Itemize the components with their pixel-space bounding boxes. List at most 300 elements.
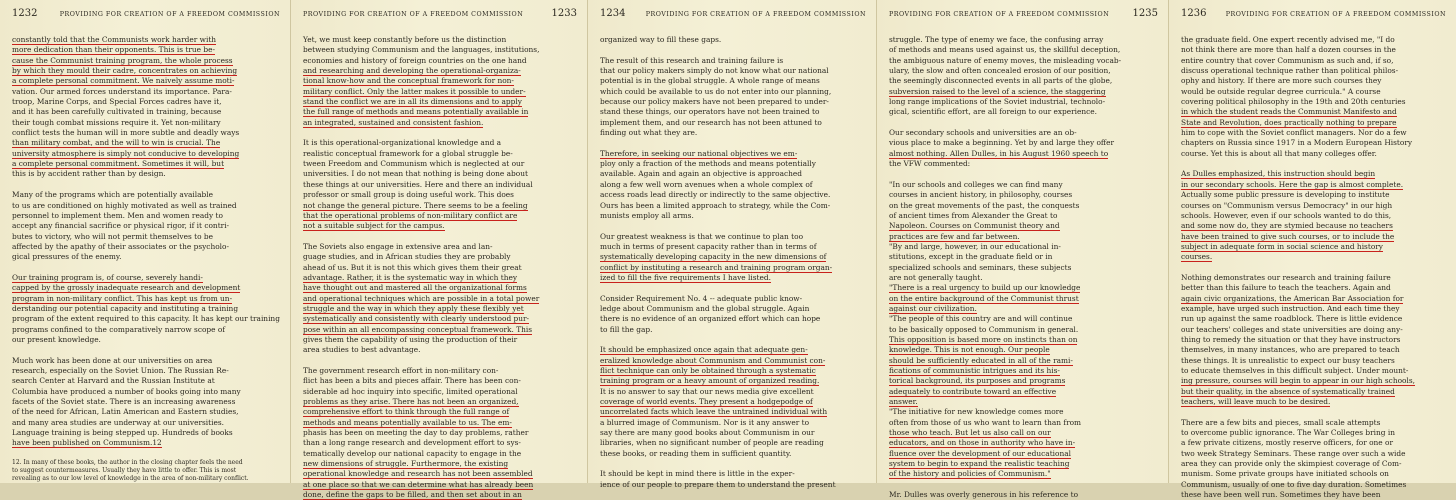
line-text: him to cope with the Soviet conflict managers. Nor do a few: [1181, 128, 1407, 138]
text-line: [889, 201, 1158, 211]
line-text: guage studies, and in African studies they are probably: [303, 252, 511, 262]
line-text: which could be available to us do not enter into our planning,: [600, 86, 832, 96]
line-text: Language training is being stepped up. Hundreds of books: [12, 428, 233, 438]
line-text: Our greatest weakness is that we continue to plan too: [600, 231, 804, 241]
line-text: Much work has been done at our universities on area: [12, 355, 213, 365]
text-line: [889, 418, 1158, 428]
text-line: [600, 169, 866, 179]
text-line: [303, 66, 577, 76]
text-line: [12, 314, 280, 324]
line-text: long range implications of the Soviet industrial, technolo-: [889, 97, 1106, 107]
line-text: area studies to best advantage.: [303, 345, 421, 355]
line-text: not change the general picture. There seems to be a feeling: [303, 200, 528, 210]
text-line: [600, 180, 866, 190]
line-text: Mr. Dulles was overly generous in his reference to: [889, 490, 1079, 500]
line-text: stand the conflict we are in all its dimensions and to apply: [303, 97, 522, 107]
line-text: ing pressure, courses will begin to appear in our high schools,: [1181, 376, 1415, 386]
line-text: say there are many good books about Communism in our: [600, 428, 815, 438]
line-text: system to begin to expand the realistic teaching: [889, 459, 1070, 469]
line-text: themselves, in many instances, who are prepared to teach: [1181, 345, 1400, 355]
running-title: PROVIDING FOR CREATION OF A FREEDOM COMMISSION: [889, 11, 1110, 18]
text-line: [1181, 66, 1446, 76]
line-text: systematically developing capacity in the new dimensions of: [600, 252, 827, 262]
page-number: 1236: [1181, 8, 1207, 19]
line-text: uncorrelated facts which leave the untrained individual with: [600, 407, 828, 417]
text-line: [12, 294, 280, 304]
text-line: [889, 138, 1158, 148]
text-line: [1181, 469, 1446, 479]
text-line: [12, 356, 280, 366]
line-text: course. Yet this is about all that many colleges offer.: [1181, 148, 1377, 158]
text-line: [600, 149, 866, 159]
text-line: [889, 366, 1158, 376]
text-line: [303, 201, 577, 211]
line-text: implement them, and our research has not been attuned to: [600, 117, 822, 127]
text-line: [1181, 304, 1446, 314]
document-page-1235: [877, 0, 1169, 500]
line-text: State and Revolution, does practically nothing to prepare: [1181, 117, 1397, 127]
text-line: [303, 387, 577, 397]
line-text: advantage. Rather, it is the systematic way in which they: [303, 272, 518, 282]
text-line: [1181, 56, 1446, 66]
text-line: [303, 428, 577, 438]
line-text: area they can provide only the skimpiest coverage of Com-: [1181, 459, 1402, 469]
line-text: answer.: [889, 397, 918, 407]
line-text: programs confined to the comparatively narrow scope of: [12, 324, 226, 334]
text-line: [12, 138, 280, 148]
line-text: our present knowledge.: [12, 334, 101, 344]
line-text: Actually some public pressure is developing to institute: [1181, 190, 1390, 200]
line-text: Ours has been a limited approach to strategy, while the Com-: [600, 200, 831, 210]
line-text: schools. However, even if our schools wanted to do this,: [1181, 210, 1392, 220]
line-text: training program or a heavy amount of organized reading.: [600, 376, 820, 386]
footnote-line: 12. In many of these books, the author in the closing chapter feels the need: [12, 459, 243, 467]
line-text: two week Strategy Seminars. These range over such a wide: [1181, 448, 1406, 458]
line-text: those who teach. But let us also call on our: [889, 428, 1051, 438]
line-text: on the great movements of the past, the conquests: [889, 200, 1080, 210]
text-line: [1181, 87, 1446, 97]
line-text: conflict tests the human will in more subtle and deadly ways: [12, 128, 240, 138]
line-text: and operational techniques which are possible in a total power: [303, 293, 540, 303]
text-line: [1181, 480, 1446, 490]
line-text: flict has been a bits and pieces affair. There has been con-: [303, 376, 521, 386]
line-text: and some now do, they are stymied because no teachers: [1181, 221, 1393, 231]
text-line: [889, 149, 1158, 159]
line-text: It is no answer to say that our news media give excellent: [600, 386, 814, 396]
text-line: [303, 180, 577, 190]
line-text: a complete personal commitment. We naively assume moti-: [12, 76, 235, 86]
text-line: [600, 407, 866, 417]
text-line: [600, 376, 866, 386]
text-line: [600, 252, 866, 262]
line-text: ophy and history. If there are more such courses they: [1181, 76, 1382, 86]
line-text: vation. Our armed forces understand its importance. Para-: [12, 86, 232, 96]
text-line: [889, 159, 1158, 169]
line-text: have been published on Communism.12: [12, 438, 162, 448]
line-text: these things at our universities. Here and there an individual: [303, 179, 533, 189]
text-line: [889, 87, 1158, 97]
text-line: [889, 252, 1158, 262]
text-line: [889, 169, 1158, 179]
text-line: [889, 459, 1158, 469]
line-text: to us are conditioned on highly motivated as well as trained: [12, 200, 237, 210]
text-line: [1181, 97, 1446, 107]
line-text: economies and history of foreign countries on the one hand: [303, 55, 527, 65]
text-line: [889, 107, 1158, 117]
document-page-1236: [1169, 0, 1456, 500]
text-line: [303, 87, 577, 97]
line-text: vious place to make a beginning. Yet by and large they offer: [889, 138, 1115, 148]
line-text: specialized schools and seminars, these subjects: [889, 262, 1072, 272]
line-text: phasis has been on meeting the day to day problems, rather: [303, 428, 529, 438]
text-line: [12, 428, 280, 438]
text-line: [889, 294, 1158, 304]
text-line: [303, 469, 577, 479]
line-text: ploy only a fraction of the methods and means potentially: [600, 159, 816, 169]
text-line: [600, 242, 866, 252]
text-line: [889, 232, 1158, 242]
text-line: [889, 118, 1158, 128]
line-text: "The people of this country are and will continue: [889, 314, 1073, 324]
text-line: [1181, 366, 1446, 376]
text-line: [889, 76, 1158, 86]
text-line: [12, 169, 280, 179]
line-text: conflict by instituting a research and training program organ-: [600, 262, 833, 272]
line-text: Our secondary schools and universities are an ob-: [889, 128, 1077, 138]
text-line: [303, 304, 577, 314]
text-line: [12, 56, 280, 66]
text-line: [12, 66, 280, 76]
text-line: [1181, 397, 1446, 407]
line-text: their tough combat missions require it. Yet non-military: [12, 117, 221, 127]
text-line: [1181, 232, 1446, 242]
line-text: a complete personal commitment. Sometimes it will, but: [12, 159, 225, 169]
text-line: [600, 263, 866, 273]
text-line: [303, 118, 577, 128]
text-line: [600, 459, 866, 469]
document-page-1232: [0, 0, 291, 483]
line-text: libraries, when no significant number of people are reading: [600, 438, 824, 448]
text-line: [889, 66, 1158, 76]
line-text: The government research effort in non-military con-: [303, 366, 499, 375]
running-title: PROVIDING FOR CREATION OF A FREEDOM COMMISSION: [59, 11, 280, 18]
line-text: affected by the apathy of their associates or the psycholo-: [12, 241, 229, 251]
text-line: [12, 35, 280, 45]
line-text: are not generally taught.: [889, 272, 983, 282]
text-line: [12, 376, 280, 386]
text-line: [12, 211, 280, 221]
line-text: troop, Marine Corps, and Special Forces cadres have it,: [12, 97, 222, 107]
text-line: [12, 128, 280, 138]
text-line: [303, 169, 577, 179]
text-line: [12, 335, 280, 345]
page-body-text: [12, 35, 280, 484]
line-text: against our civilization.: [889, 303, 977, 313]
text-line: [1181, 325, 1446, 335]
text-line: [1181, 345, 1446, 355]
text-line: [600, 118, 866, 128]
page-body-text: [303, 35, 577, 500]
text-line: [303, 314, 577, 324]
line-text: of the history and policies of Communism.": [889, 469, 1051, 479]
text-line: [1181, 428, 1446, 438]
running-title: PROVIDING FOR CREATION OF A FREEDOM COMMISSION: [1225, 11, 1446, 18]
text-line: [889, 263, 1158, 273]
text-line: [303, 252, 577, 262]
line-text: It should be emphasized once again that adequate gen-: [600, 345, 808, 355]
text-line: [889, 387, 1158, 397]
text-line: [1181, 169, 1446, 179]
text-line: [600, 356, 866, 366]
text-line: [303, 45, 577, 55]
line-text: accept any financial sacrifice or physical rigor, if it contri-: [12, 221, 230, 231]
text-line: [600, 449, 866, 459]
text-line: [1181, 242, 1446, 252]
text-line: [889, 45, 1158, 55]
text-line: [303, 438, 577, 448]
text-line: [600, 128, 866, 138]
text-line: [12, 76, 280, 86]
text-line: [303, 480, 577, 490]
text-line: [12, 45, 280, 55]
line-text: subversion raised to the level of a science, the staggering: [889, 86, 1106, 96]
text-line: [600, 221, 866, 231]
line-text: courses.: [1181, 252, 1213, 262]
line-text: siderable ad hoc inquiry into specific, limited operational: [303, 386, 518, 396]
line-text: universities. I do not mean that nothing is being done about: [303, 169, 528, 179]
text-line: [889, 407, 1158, 417]
text-line: [600, 397, 866, 407]
line-text: It should be kept in mind there is little in the exper-: [600, 469, 795, 479]
line-text: courses on "Communism versus Democracy" in our high: [1181, 200, 1393, 210]
text-line: [12, 149, 280, 159]
text-line: [889, 242, 1158, 252]
line-text: stand these things, our operators have not been trained to: [600, 107, 820, 117]
line-text: struggle. The type of enemy we face, the confusing array: [889, 35, 1104, 44]
text-line: [600, 480, 866, 490]
line-text: It is this operational-organizational knowledge and a: [303, 138, 502, 148]
line-text: our teachers' colleges and state universities are doing any-: [1181, 324, 1403, 334]
text-line: [600, 345, 866, 355]
page-body-text: [600, 35, 866, 490]
text-line: [600, 335, 866, 345]
text-line: [1181, 201, 1446, 211]
line-text: operational knowledge and research has not been assembled: [303, 469, 533, 479]
line-text: problems as they arise. There has not been an organized,: [303, 397, 519, 407]
line-text: tional know-how and the conceptual framework for non-: [303, 76, 514, 86]
page-header: [889, 8, 1158, 26]
line-text: derstanding our potential capacity and instituting a training: [12, 303, 239, 313]
line-text: and researching and developing the operational-organiza-: [303, 66, 521, 76]
line-text: that the operational problems of non-military conflict are: [303, 210, 518, 220]
text-line: [600, 418, 866, 428]
line-text: gical, scientific effort, are all foreign to our experience.: [889, 107, 1097, 117]
line-text: and many area studies are underway at our universities.: [12, 417, 225, 427]
line-text: chapters on Russia since 1917 in a Modern European History: [1181, 138, 1413, 148]
text-line: [12, 118, 280, 128]
line-text: to be basically opposed to Communism in general.: [889, 324, 1079, 334]
line-text: comprehensive effort to think through the full range of: [303, 407, 510, 417]
text-line: [1181, 107, 1446, 117]
text-line: [600, 87, 866, 97]
line-text: along a few well worn avenues when a whole complex of: [600, 179, 813, 189]
line-text: these have been well run. Sometimes they have been: [1181, 490, 1381, 500]
text-line: [600, 35, 866, 45]
text-line: [889, 480, 1158, 490]
line-text: adequately to contribute toward an effective: [889, 386, 1057, 396]
line-text: teachers, will leave much to be desired.: [1181, 397, 1331, 407]
text-line: [12, 159, 280, 169]
text-line: [303, 242, 577, 252]
line-text: courses in ancient history, in philosophy, courses: [889, 190, 1073, 200]
line-text: "The initiative for new knowledge comes more: [889, 407, 1064, 417]
line-text: to overcome public ignorance. The War Colleges bring in: [1181, 428, 1395, 438]
line-text: this is by accident rather than by design.: [12, 169, 166, 179]
text-line: [303, 232, 577, 242]
text-line: [600, 211, 866, 221]
text-line: [889, 190, 1158, 200]
line-text: capped by the grossly inadequate research and development: [12, 283, 241, 293]
text-line: [12, 345, 280, 355]
line-text: available. Again and again an objective is approached: [600, 169, 802, 179]
text-line: [303, 335, 577, 345]
text-line: [303, 149, 577, 159]
page-header: [303, 8, 577, 26]
text-line: [1181, 45, 1446, 55]
line-text: fications of communistic intrigues and its his-: [889, 366, 1060, 375]
text-line: [303, 356, 577, 366]
text-line: [12, 221, 280, 231]
line-text: practices are few and far between.: [889, 231, 1020, 241]
text-line: [12, 232, 280, 242]
text-line: [600, 387, 866, 397]
text-line: [1181, 438, 1446, 448]
text-line: [889, 397, 1158, 407]
line-text: because our policy makers have not been prepared to under-: [600, 97, 829, 107]
text-line: [303, 35, 577, 45]
text-line: [1181, 294, 1446, 304]
text-line: [1181, 128, 1446, 138]
line-text: tematically develop our national capacity to engage in the: [303, 448, 522, 458]
text-line: [889, 356, 1158, 366]
text-line: [889, 283, 1158, 293]
text-line: [12, 242, 280, 252]
text-line: [12, 418, 280, 428]
line-text: organized way to fill these gaps.: [600, 35, 722, 44]
line-text: often from those of us who want to learn than from: [889, 417, 1082, 427]
text-line: [600, 366, 866, 376]
line-text: of ancient times from Alexander the Great to: [889, 210, 1058, 220]
line-text: cause the Communist training program, the whole process: [12, 55, 233, 65]
text-line: [600, 294, 866, 304]
line-text: search Center at Harvard and the Russian Institute at: [12, 376, 215, 386]
line-text: Consider Requirement No. 4 -- adequate public know-: [600, 293, 803, 303]
text-line: [1181, 35, 1446, 45]
text-line: [600, 159, 866, 169]
text-line: [889, 97, 1158, 107]
line-text: should be sufficiently educated in all of the rami-: [889, 355, 1073, 365]
text-line: [1181, 314, 1446, 324]
line-text: ulary, the slow and often concealed erosion of our position,: [889, 66, 1111, 76]
line-text: As Dulles emphasized, this instruction should begin: [1181, 169, 1376, 179]
text-line: [303, 211, 577, 221]
text-line: [303, 283, 577, 293]
line-text: of the need for African, Latin American and Eastern studies,: [12, 407, 239, 417]
line-text: constantly told that the Communists work harder with: [12, 35, 217, 44]
text-line: [889, 469, 1158, 479]
page-body-text: [889, 35, 1158, 500]
line-text: more dedication than their opponents. This is true be-: [12, 45, 215, 55]
text-line: [303, 407, 577, 417]
running-title: PROVIDING FOR CREATION OF A FREEDOM COMMISSION: [303, 11, 524, 18]
text-line: [1181, 459, 1446, 469]
line-text: by which they mould their cadre, concentrates on achieving: [12, 66, 238, 76]
line-text: in our secondary schools. Here the gap is almost complete.: [1181, 179, 1404, 189]
line-text: ience of our people to prepare them to understand the present: [600, 479, 836, 489]
line-text: not a suitable subject for the campus.: [303, 221, 445, 231]
text-line: [889, 56, 1158, 66]
text-line: [1181, 76, 1446, 86]
text-line: [303, 325, 577, 335]
text-line: [303, 449, 577, 459]
line-text: between studying Communism and the languages, institutions,: [303, 45, 540, 55]
line-text: thing to remedy the situation or that they have instructors: [1181, 334, 1401, 344]
text-line: [600, 190, 866, 200]
page-header: [600, 8, 866, 26]
page-number: 1235: [1132, 8, 1158, 19]
text-line: [303, 376, 577, 386]
line-text: a few private citizens, mostly reserve officers, for one or: [1181, 438, 1393, 448]
line-text: covering political philosophy in the 19th and 20th centuries: [1181, 97, 1406, 107]
line-text: the seemingly disconnected events in all parts of the globe,: [889, 76, 1113, 86]
line-text: a blurred image of Communism. Nor is it any answer to: [600, 417, 810, 427]
line-text: tween Freedom and Communism which is neglected at our: [303, 159, 525, 169]
line-text: not think there are more than half a dozen courses in the: [1181, 45, 1396, 55]
text-line: [889, 211, 1158, 221]
text-line: [303, 366, 577, 376]
line-text: The Soviets also engage in extensive area and lan-: [303, 241, 493, 251]
text-line: [12, 283, 280, 293]
line-text: run up against the same roadblock. There is little evidence: [1181, 314, 1403, 324]
text-line: [889, 449, 1158, 459]
text-line: [1181, 190, 1446, 200]
text-line: [889, 128, 1158, 138]
line-text: butes to victory, who will not permit themselves to be: [12, 231, 213, 241]
text-line: [889, 428, 1158, 438]
line-text: entire country that cover Communism as such and, if so,: [1181, 55, 1394, 65]
line-text: these things. It is unrealistic to expect our busy teachers: [1181, 355, 1395, 365]
text-line: [889, 335, 1158, 345]
text-line: [889, 221, 1158, 231]
line-text: flict technique can only be obtained through a systematic: [600, 366, 816, 375]
line-text: systematically and consistently with clearly understood pur-: [303, 314, 530, 324]
text-line: [889, 273, 1158, 283]
text-line: [1181, 273, 1446, 283]
text-line: [600, 283, 866, 293]
line-text: program in non-military conflict. This has kept us from un-: [12, 293, 233, 303]
text-line: [303, 345, 577, 355]
text-line: [12, 252, 280, 262]
text-line: [1181, 407, 1446, 417]
line-text: to fill the gap.: [600, 324, 653, 334]
line-text: knowledge. This is not enough. Our people: [889, 345, 1050, 355]
text-line: [600, 469, 866, 479]
text-line: [303, 273, 577, 283]
text-line: [600, 273, 866, 283]
text-line: [12, 97, 280, 107]
text-line: [12, 201, 280, 211]
line-text: on the entire background of the Communist thrust: [889, 293, 1079, 303]
